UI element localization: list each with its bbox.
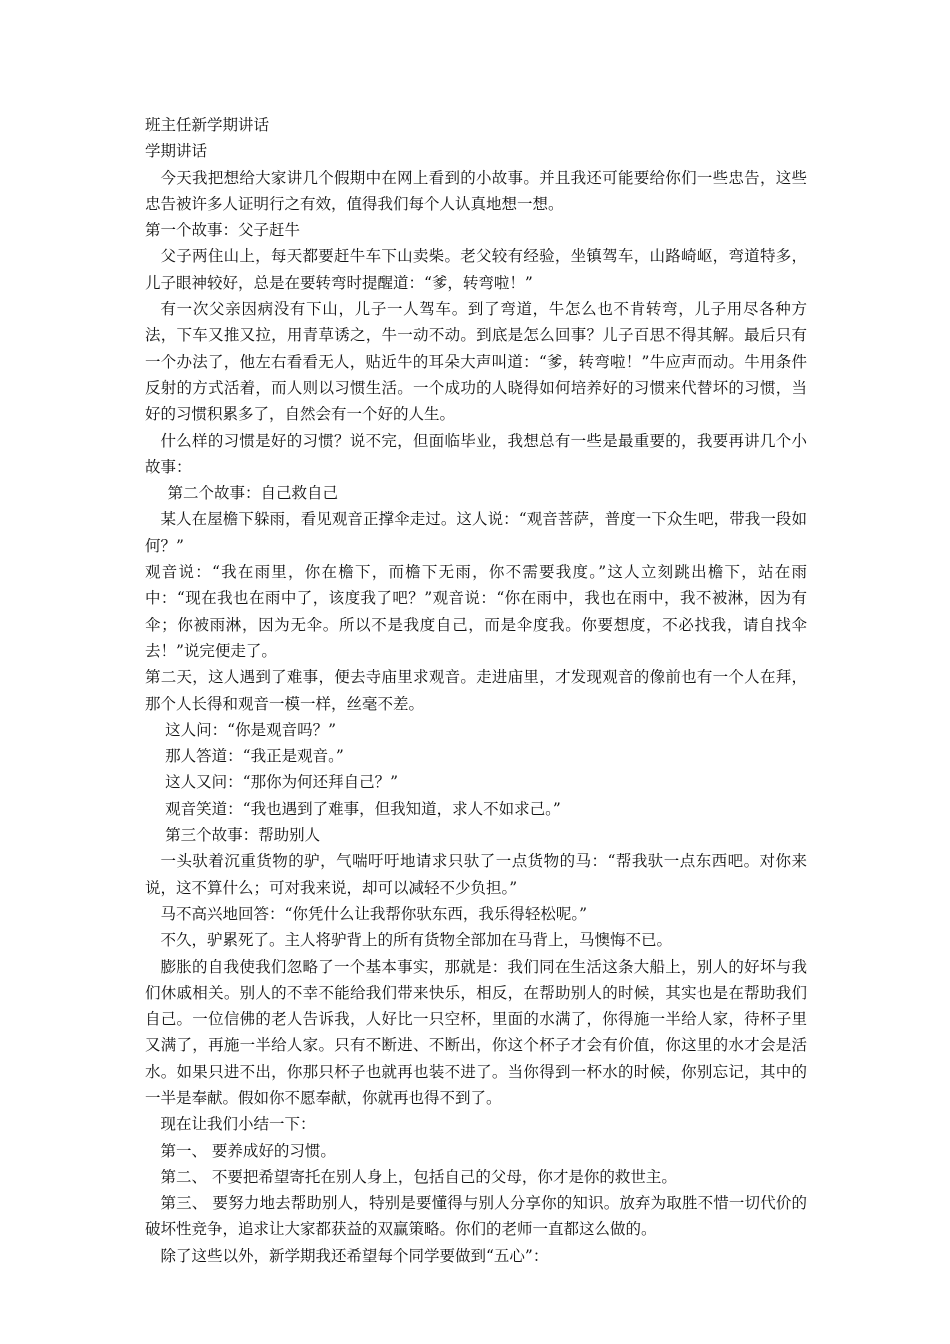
summary-item-3: 第三、 要努力地去帮助别人，特别是要懂得与别人分享你的知识。放弃为取胜不惜一切代价的破坏性竞争，追求让大家都获益的双赢策略。你们的老师一直都这么做的。 [145,1194,807,1239]
summary-heading: 现在让我们小结一下： [160,1115,316,1134]
dialogue-line: 这人又问：“那你为何还拜自己？” [165,773,398,792]
story-heading-1: 第一个故事：父子赶牛 [145,221,301,240]
paragraph: 膨胀的自我使我们忽略了一个基本事实，那就是：我们同在生活这条大船上，别人的好坏与我们休戚相关。别人的不幸不能给我们带来快乐，相反，在帮助别人的时候，其实也是在帮助我们自己。一位信佛的老人告诉我，人好比一只空杯，里面的水满了，你得施一半给人家，待杯子里又满了，再施一半给人家。只有不断进、不断出，你这个杯子才会有价值，你这里的水才会是活水。如果只进不出，你那只杯子也就再也装不进了。当你得到一杯水的时候，你别忘记，其中的一半是奉献。假如你不愿奉献，你就再也得不到了。 [145,957,807,1107]
document-subtitle: 学期讲话 [145,142,208,161]
paragraph: 观音说：“我在雨里，你在檐下，而檐下无雨，你不需要我度。”这人立刻跳出檐下，站在雨中：“现在我也在雨中了，该度我了吧？”观音说：“你在雨中，我也在雨中，我不被淋，因为有伞；你被雨淋，因为无伞。所以不是我度自己，而是伞度我。你要想度，不必找我，请自找伞去！”说完便走了。 [145,563,807,660]
dialogue-line: 这人问：“你是观音吗？” [165,720,336,739]
paragraph: 父子两住山上，每天都要赶牛车下山卖柴。老父较有经验，坐镇驾车，山路崎岖，弯道特多，儿子眼神较好，总是在要转弯时提醒道：“爹，转弯啦！” [145,247,807,292]
summary-item-2: 第二、 不要把希望寄托在别人身上，包括自己的父母，你才是你的救世主。 [160,1167,677,1186]
paragraph: 马不高兴地回答：“你凭什么让我帮你驮东西，我乐得轻松呢。” [160,904,588,923]
paragraph-closing: 除了这些以外，新学期我还希望每个同学要做到“五心”： [160,1246,549,1265]
paragraph: 什么样的习惯是好的习惯？说不完，但面临毕业，我想总有一些是最重要的，我要再讲几个小故事： [145,431,807,476]
paragraph: 有一次父亲因病没有下山，儿子一人驾车。到了弯道，牛怎么也不肯转弯，儿子用尽各种方法，下车又推又拉，用青草诱之，牛一动不动。到底是怎么回事？儿子百思不得其解。最后只有一个办法了，他左右看看无人，贴近牛的耳朵大声叫道：“爹，转弯啦！”牛应声而动。牛用条件反射的方式活着，而人则以习惯生活。一个成功的人晓得如何培养好的习惯来代替坏的习惯，当好的习惯积累多了，自然会有一个好的人生。 [145,300,807,424]
story-heading-2: 第二个故事：自己救自己 [167,484,338,503]
dialogue-line: 那人答道：“我正是观音。” [165,747,344,766]
paragraph: 不久，驴累死了。主人将驴背上的所有货物全部加在马背上，马懊悔不已。 [160,931,673,950]
document-title: 班主任新学期讲话 [145,116,270,134]
dialogue-line: 观音笑道：“我也遇到了难事，但我知道，求人不如求己。” [165,799,561,818]
story-heading-3: 第三个故事：帮助别人 [165,826,321,845]
paragraph: 一头驮着沉重货物的驴，气喘吁吁地请求只驮了一点货物的马：“帮我驮一点东西吧。对你来说，这不算什么；可对我来说，却可以减轻不少负担。” [145,852,807,897]
summary-item-1: 第一、 要养成好的习惯。 [160,1141,336,1160]
paragraph: 某人在屋檐下躲雨，看见观音正撑伞走过。这人说：“观音菩萨，普度一下众生吧，带我一段如何？” [145,510,807,555]
document-page [145,112,807,1269]
paragraph-intro: 今天我把想给大家讲几个假期中在网上看到的小故事。并且我还可能要给你们一些忠告，这些忠告被许多人证明行之有效，值得我们每个人认真地想一想。 [145,168,807,213]
paragraph: 第二天，这人遇到了难事，便去寺庙里求观音。走进庙里，才发现观音的像前也有一个人在拜，那个人长得和观音一模一样，丝毫不差。 [145,668,807,713]
